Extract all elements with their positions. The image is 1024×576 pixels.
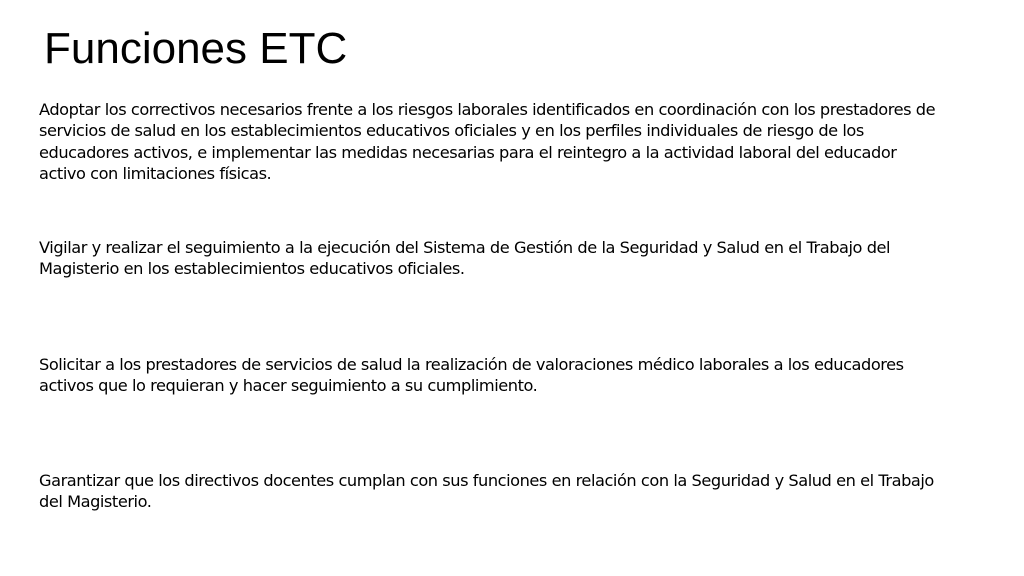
function-paragraph-correctivos: Adoptar los correctivos necesarios frente a los riesgos laborales identificados en coordinación con los prestadores de servicios de salud en los establecimientos educativos oficiales y en los perfiles individuales de riesgo de los educadores activos, e implementar las medidas necesarias para el reintegro a la actividad laboral del educador activo con limitaciones físicas.: [39, 100, 936, 184]
slide-title: Funciones ETC: [44, 24, 348, 73]
function-paragraph-valoraciones: Solicitar a los prestadores de servicios de salud la realización de valoraciones médico laborales a los educadores activos que lo requieran y hacer seguimiento a su cumplimiento.: [39, 355, 904, 396]
function-paragraph-vigilancia: Vigilar y realizar el seguimiento a la ejecución del Sistema de Gestión de la Seguridad y Salud en el Trabajo del Magisterio en los establecimientos educativos oficiales.: [39, 238, 891, 279]
function-paragraph-directivos: Garantizar que los directivos docentes cumplan con sus funciones en relación con la Seguridad y Salud en el Trabajo del Magisterio.: [39, 471, 934, 512]
